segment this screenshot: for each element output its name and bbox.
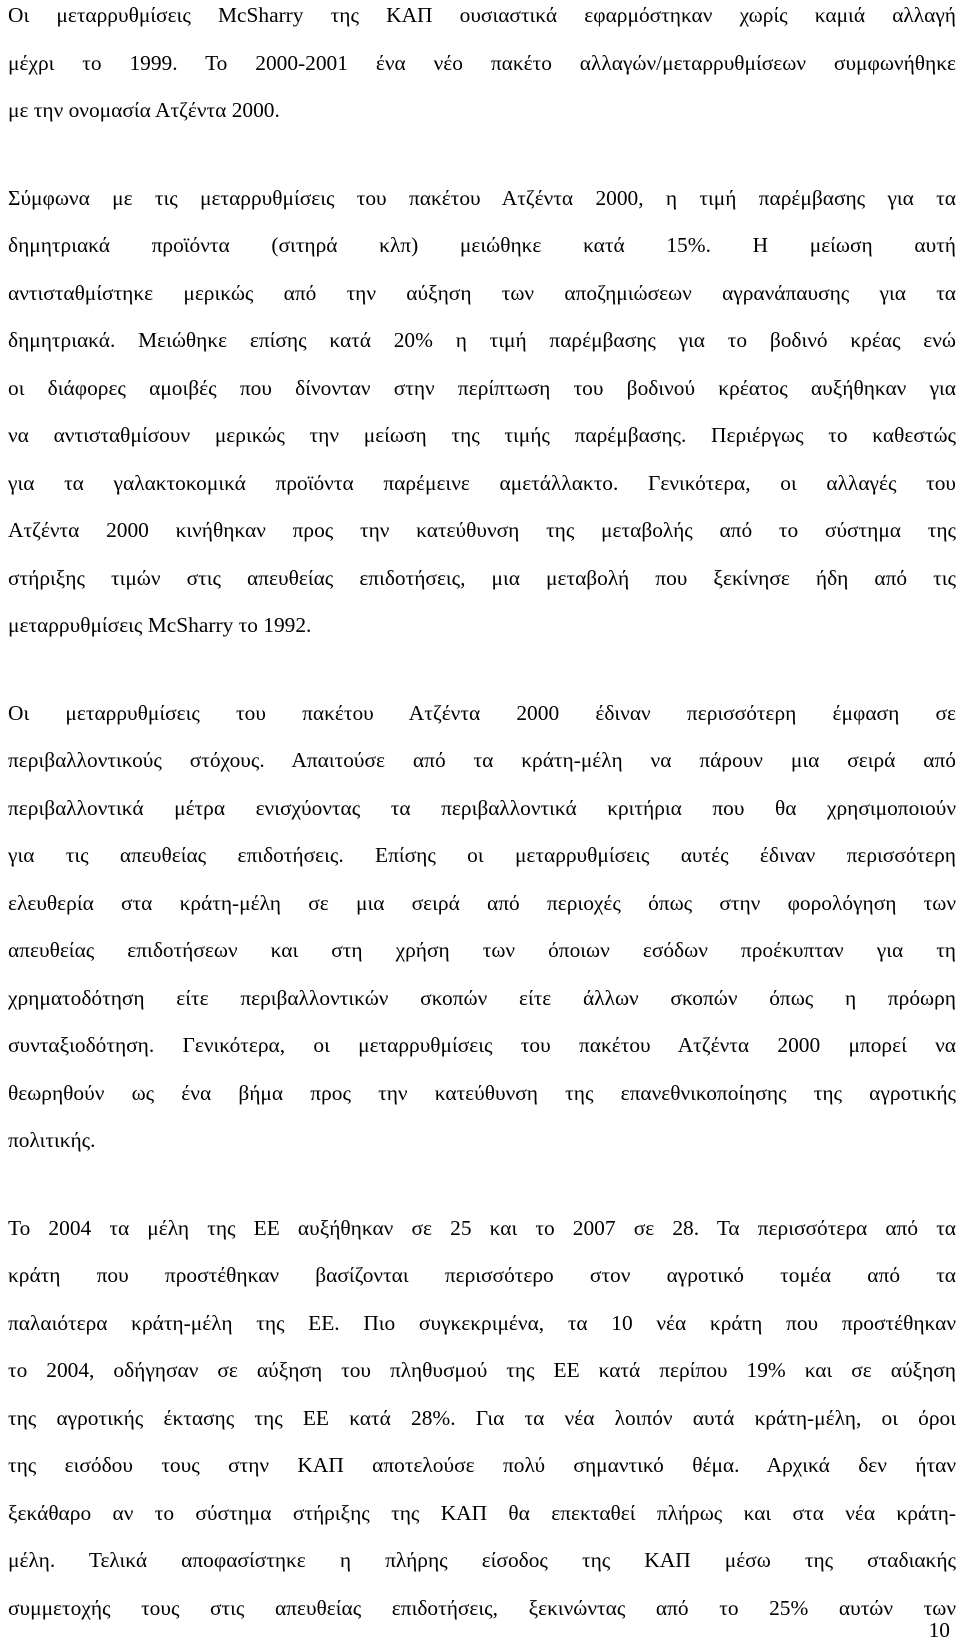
text-line: Οι μεταρρυθμίσεις του πακέτου Ατζέντα 2000 έδιναν περισσότερη έμφαση σε bbox=[8, 700, 956, 725]
text-line: δημητριακά. Μειώθηκε επίσης κατά 20% η τιμή παρέμβασης για το βοδινό κρέας ενώ bbox=[8, 328, 956, 352]
text-line: οι διάφορες αμοιβές που δίνονταν στην περίπτωση του βοδινού κρέατος αυξήθηκαν για bbox=[8, 375, 956, 400]
text-line: χρηματοδότηση είτε περιβαλλοντικών σκοπών είτε άλλων σκοπών όπως η πρόωρη bbox=[8, 985, 956, 1010]
text-line: της αγροτικής έκτασης της ΕΕ κατά 28%. Για τα νέα λοιπόν αυτά κράτη-μέλη, οι όροι bbox=[8, 1405, 956, 1430]
text-line: ελευθερία στα κράτη-μέλη σε μια σειρά από περιοχές όπως στην φορολόγηση των bbox=[8, 890, 956, 915]
text-line: παλαιότερα κράτη-μέλη της ΕΕ. Πιο συγκεκριμένα, τα 10 νέα κράτη που προστέθηκαν bbox=[8, 1310, 956, 1335]
text-line: με την ονομασία Ατζέντα 2000. bbox=[8, 98, 280, 122]
text-line: περιβαλλοντικούς στόχους. Απαιτούσε από τα κράτη-μέλη να πάρουν μια σειρά από bbox=[8, 748, 956, 772]
text-line: το 2004, οδήγησαν σε αύξηση του πληθυσμού της ΕΕ κατά περίπου 19% και σε αύξηση bbox=[8, 1358, 956, 1382]
text-line: απευθείας επιδοτήσεων και στη χρήση των όποιων εσόδων προέκυπταν για τη bbox=[8, 938, 956, 962]
text-line: περιβαλλοντικά μέτρα ενισχύοντας τα περιβαλλοντικά κριτήρια που θα χρησιμοποιούν bbox=[8, 795, 956, 820]
text-line: μέλη. Τελικά αποφασίστηκε η πλήρης είσοδος της ΚΑΠ μέσω της σταδιακής bbox=[8, 1548, 956, 1572]
text-line: να αντισταθμίσουν μερικώς την μείωση της τιμής παρέμβασης. Περιέργως το καθεστώς bbox=[8, 423, 956, 447]
text-line: κράτη που προστέθηκαν βασίζονται περισσότερο στον αγροτικό τομέα από τα bbox=[8, 1263, 956, 1287]
text-line: στήριξης τιμών στις απευθείας επιδοτήσεις, μια μεταβολή που ξεκίνησε ήδη από τις bbox=[8, 565, 956, 590]
text-line: για τα γαλακτοκομικά προϊόντα παρέμεινε αμετάλλακτο. Γενικότερα, οι αλλαγές του bbox=[8, 470, 956, 495]
text-line: συνταξιοδότηση. Γενικότερα, οι μεταρρυθμίσεις του πακέτου Ατζέντα 2000 μπορεί να bbox=[8, 1033, 956, 1057]
text-line: συμμετοχής τους στις απευθείας επιδοτήσεις, ξεκινώντας από το 25% αυτών των bbox=[8, 1595, 956, 1620]
text-line: θεωρηθούν ως ένα βήμα προς την κατεύθυνση της επανεθνικοποίησης της αγροτικής bbox=[8, 1080, 956, 1105]
text-line: της εισόδου τους στην ΚΑΠ αποτελούσε πολύ σημαντικό θέμα. Αρχικά δεν ήταν bbox=[8, 1453, 956, 1477]
text-line: Το 2004 τα μέλη της ΕΕ αυξήθηκαν σε 25 και το 2007 σε 28. Τα περισσότερα από τα bbox=[8, 1215, 956, 1240]
text-line: Ατζέντα 2000 κινήθηκαν προς την κατεύθυνση της μεταβολής από το σύστημα της bbox=[8, 518, 956, 542]
text-line: Σύμφωνα με τις μεταρρυθμίσεις του πακέτου Ατζέντα 2000, η τιμή παρέμβασης για τα bbox=[8, 185, 956, 210]
text-line: Οι μεταρρυθμίσεις McSharry της ΚΑΠ ουσιαστικά εφαρμόστηκαν χωρίς καμιά αλλαγή bbox=[8, 3, 956, 27]
text-line: μέχρι το 1999. Το 2000-2001 ένα νέο πακέτο αλλαγών/μεταρρυθμίσεων συμφωνήθηκε bbox=[8, 50, 956, 75]
text-line: για τις απευθείας επιδοτήσεις. Επίσης οι μεταρρυθμίσεις αυτές έδιναν περισσότερη bbox=[8, 843, 956, 867]
page-number: 10 bbox=[928, 1618, 950, 1642]
text-line: μεταρρυθμίσεις McSharry το 1992. bbox=[8, 613, 312, 637]
text-line: ξεκάθαρο αν το σύστημα στήριξης της ΚΑΠ θα επεκταθεί πλήρως και στα νέα κράτη- bbox=[8, 1500, 956, 1525]
text-line: αντισταθμίστηκε μερικώς από την αύξηση των αποζημιώσεων αγρανάπαυσης για τα bbox=[8, 280, 956, 305]
text-line: δημητριακά προϊόντα (σιτηρά κλπ) μειώθηκε κατά 15%. Η μείωση αυτή bbox=[8, 233, 956, 257]
text-line: πολιτικής. bbox=[8, 1128, 96, 1152]
